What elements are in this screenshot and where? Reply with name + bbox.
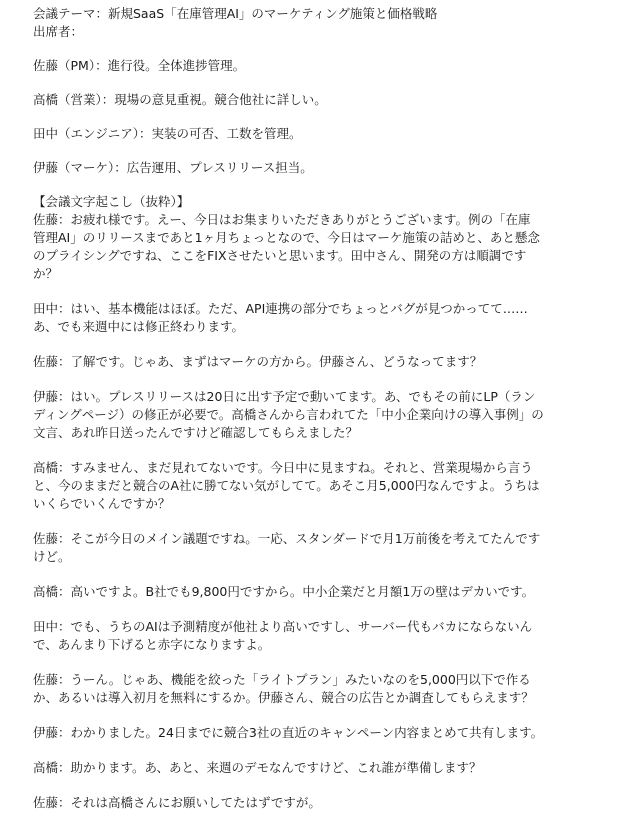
utterance-line: 佐藤：そこが今日のメイン議題ですね。一応、スタンダードで月1万前後を考えてたんです <box>33 531 541 546</box>
transcript-utterance <box>33 583 578 601</box>
transcript-utterance <box>33 759 578 777</box>
spacer <box>33 143 578 159</box>
transcript <box>33 211 578 812</box>
utterance-line: 高橋：高いですよ。B社でも9,800円ですから。中小企業だと月額1万の壁はデカいです。 <box>33 584 535 599</box>
spacer <box>33 41 578 57</box>
attendee-tanaka: 田中（エンジニア）：実装の可否、工数を管理。 <box>33 126 302 141</box>
utterance-line: か、あるいは導入初月を無料にするか。伊藤さん、競合の広告とか調査してもらえます？ <box>33 690 534 705</box>
utterance-line: 文言、あれ昨日送ったんですけど確認してもらえました？ <box>33 425 359 440</box>
meeting-topic: 会議テーマ：新規SaaS「在庫管理AI」のマーケティング施策と価格戦略 <box>33 6 438 21</box>
transcript-utterance <box>33 353 578 371</box>
transcript-utterance <box>33 300 578 336</box>
spacer <box>33 777 578 794</box>
utterance-line: か？ <box>33 266 59 281</box>
meeting-document <box>33 5 578 812</box>
transcript-utterance <box>33 671 578 707</box>
utterance-line: 伊藤：はい。プレスリリースは20日に出す予定で動いてます。あ、でもその前にLP（ラン <box>33 389 536 404</box>
attendee-takahashi: 高橋（営業）：現場の意見重視。競合他社に詳しい。 <box>33 92 327 107</box>
spacer <box>33 513 578 530</box>
transcript-utterance <box>33 794 578 812</box>
transcript-utterance <box>33 459 578 513</box>
utterance-line: 高橋：すみません、まだ見れてないです。今日中に見ますね。それと、営業現場から言う <box>33 460 533 475</box>
utterance-line: 佐藤：了解です。じゃあ、まずはマーケの方から。伊藤さん、どうなってます？ <box>33 354 483 369</box>
spacer <box>33 75 578 91</box>
utterance-line: あ、でも来週中には修正終わります。 <box>33 319 245 334</box>
transcript-utterance <box>33 618 578 654</box>
utterance-line: 佐藤：お疲れ様です。えー、今日はお集まりいただきありがとうございます。例の「在庫 <box>33 212 531 227</box>
utterance-line: 佐藤：それは高橋さんにお願いしてたはずですが。 <box>33 795 321 810</box>
utterance-line: 高橋：助かります。あ、あと、来週のデモなんですけど、これ誰が準備します？ <box>33 760 482 775</box>
spacer <box>33 177 578 193</box>
spacer <box>33 442 578 459</box>
spacer <box>33 707 578 724</box>
utterance-line: のプライシングですね、ここをFIXさせたいと思います。田中さん、開発の方は順調です <box>33 248 527 263</box>
utterance-line: 田中：でも、うちのAIは予測精度が他社より高いですし、サーバー代もバカにならないん <box>33 619 533 634</box>
transcript-utterance <box>33 211 578 283</box>
transcript-utterance <box>33 388 578 442</box>
utterance-line: 伊藤：わかりました。24日までに競合3社の直近のキャンペーン内容まとめて共有します。 <box>33 725 544 740</box>
attendee-sato: 佐藤（PM）：進行役。全体進捗管理。 <box>33 58 246 73</box>
spacer <box>33 109 578 125</box>
utterance-line: いくらでいくんですか？ <box>33 496 171 511</box>
spacer <box>33 371 578 388</box>
utterance-line: 田中：はい、基本機能はほぼ。ただ、API連携の部分でちょっとバグが見つかってて…… <box>33 301 528 316</box>
transcript-title: 【会議文字起こし（抜粋）】 <box>33 194 190 209</box>
utterance-line: 管理AI」のリリースまであと1ヶ月ちょっとなので、今日はマーケ施策の詰めと、あと懸念 <box>33 230 540 245</box>
utterance-line: 佐藤：うーん。じゃあ、機能を絞った「ライトプラン」みたいなのを5,000円以下で作る <box>33 672 531 687</box>
utterance-line: と、今のままだと競合のA社に勝てない気がしてて。あそこ月5,000円なんですよ。うちは <box>33 478 540 493</box>
spacer <box>33 283 578 300</box>
attendees-label: 出席者： <box>33 24 84 39</box>
attendee-ito: 伊藤（マーケ）：広告運用、プレスリリース担当。 <box>33 160 313 175</box>
utterance-line: ディングページ）の修正が必要で。高橋さんから言われてた「中小企業向けの導入事例」の <box>33 407 544 422</box>
spacer <box>33 566 578 583</box>
spacer <box>33 742 578 759</box>
spacer <box>33 654 578 671</box>
utterance-line: で、あんまり下げると赤字になりますよ。 <box>33 637 271 652</box>
spacer <box>33 336 578 353</box>
utterance-line: けど。 <box>33 549 71 564</box>
spacer <box>33 601 578 618</box>
transcript-utterance <box>33 724 578 742</box>
transcript-utterance <box>33 530 578 566</box>
